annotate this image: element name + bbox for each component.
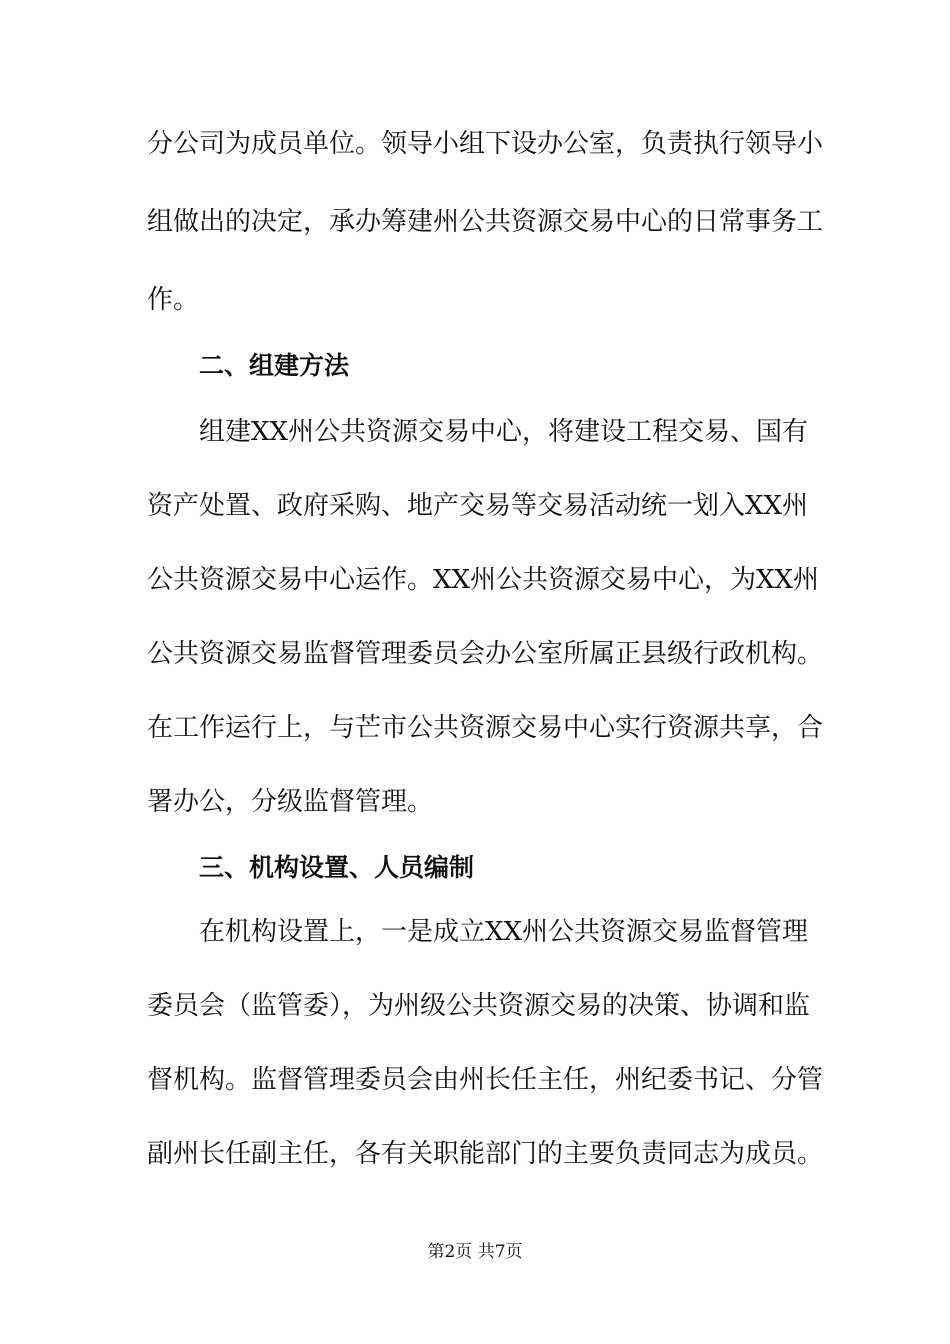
- body-line: 公共资源交易中心运作。XX州公共资源交易中心，为XX州: [147, 565, 820, 595]
- body-line: 分公司为成员单位。领导小组下设办公室，负责执行领导小: [147, 129, 824, 159]
- body-line: 在机构设置上，一是成立XX州公共资源交易监督管理: [199, 917, 809, 947]
- body-line: 委员会（监管委），为州级公共资源交易的决策、协调和监: [147, 991, 811, 1021]
- body-line: 组建XX州公共资源交易中心，将建设工程交易、国有: [199, 417, 809, 447]
- body-line: 署办公，分级监督管理。: [147, 787, 434, 817]
- page-number: 第2页 共7页: [427, 1242, 523, 1262]
- body-line: 组做出的决定，承办筹建州公共资源交易中心的日常事务工: [147, 207, 824, 237]
- body-line: 副州长任副主任，各有关职能部门的主要负责同志为成员。: [147, 1139, 824, 1169]
- body-line: 公共资源交易监督管理委员会办公室所属正县级行政机构。: [147, 639, 824, 669]
- section-heading: 三、机构设置、人员编制: [199, 853, 475, 882]
- section-heading: 二、组建方法: [199, 351, 350, 380]
- body-line: 督机构。监督管理委员会由州长任主任，州纪委书记、分管: [147, 1065, 824, 1095]
- body-line: 资产处置、政府采购、地产交易等交易活动统一划入XX州: [147, 491, 809, 521]
- body-line: 作。: [147, 285, 200, 315]
- body-line: 在工作运行上，与芒市公共资源交易中心实行资源共享，合: [147, 713, 824, 743]
